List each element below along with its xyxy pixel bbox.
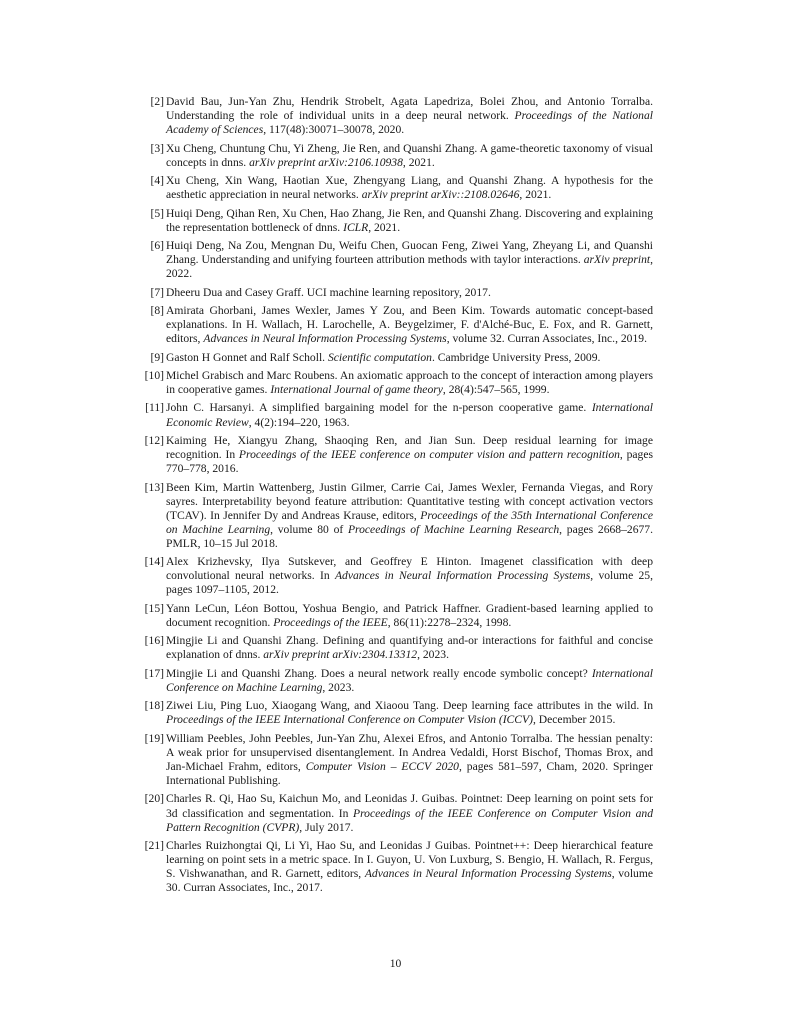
reference-segment: Amirata Ghorbani, James Wexler, James Y Zou, and Been Kim. Towards automatic concept-based explanations. In H. Wallach, H. Larochelle, A. Beygelzimer, F. d'Alché-Buc, E. Fox, and R. Garnett, editors, bbox=[166, 304, 653, 346]
reference-segment: Dheeru Dua and Casey Graff. UCI machine learning repository, 2017. bbox=[166, 285, 491, 299]
reference-text bbox=[166, 792, 653, 833]
reference-venue: Proceedings of the IEEE bbox=[273, 615, 388, 629]
page-number: 10 bbox=[389, 957, 402, 970]
reference-segment: Charles Ruizhongtai Qi, Li Yi, Hao Su, and Leonidas J Guibas. Pointnet++: Deep hierarchical feature learning on point sets in a metric space. In I. Guyon, U. Von Luxburg, S. Bengio, H. Wallach, R. Fergus, S. Vishwanathan, and R. Garnett, editors, bbox=[166, 839, 653, 881]
reference-entry bbox=[139, 602, 653, 630]
reference-text bbox=[166, 304, 653, 345]
reference-segment: , 2023. bbox=[417, 648, 449, 662]
reference-venue: arXiv preprint arXiv::2108.02646 bbox=[361, 188, 520, 202]
reference-venue: International Conference on Machine Learning bbox=[166, 666, 653, 694]
reference-segment: Gaston H Gonnet and Ralf Scholl. bbox=[166, 350, 328, 364]
reference-segment: Huiqi Deng, Qihan Ren, Xu Chen, Hao Zhang, Jie Ren, and Quanshi Zhang. Discovering and explaining the representation bottleneck of dnns. bbox=[166, 206, 653, 234]
reference-segment: , 2022. bbox=[166, 253, 653, 281]
reference-segment: Michel Grabisch and Marc Roubens. An axiomatic approach to the concept of interaction among players in cooperative games. bbox=[166, 368, 653, 397]
reference-entry bbox=[139, 239, 653, 281]
reference-entry bbox=[139, 401, 653, 429]
reference-venue: Proceedings of the IEEE Conference on Computer Vision and Pattern Recognition (CVPR) bbox=[166, 806, 653, 834]
reference-segment: Huiqi Deng, Na Zou, Mengnan Du, Weifu Chen, Guocan Feng, Ziwei Yang, Zheyang Li, and Quanshi Zhang. Understanding and unifying fourteen attribution methods with taylor interactions. bbox=[166, 239, 653, 267]
reference-venue: ICLR bbox=[343, 220, 369, 234]
reference-segment: Been Kim, Martin Wattenberg, Justin Gilmer, Carrie Cai, James Wexler, Fernanda Viegas, and Rory sayres. Interpretability beyond feature attribution: Quantitative testing with concept activation vectors (TCAV). In Jennifer Dy and Andreas Krause, editors, bbox=[166, 480, 653, 522]
reference-number: [6] bbox=[150, 239, 164, 253]
reference-segment: , 2021. bbox=[519, 188, 552, 202]
reference-venue: Proceedings of the IEEE International Conference on Computer Vision (ICCV) bbox=[166, 713, 533, 727]
reference-entry bbox=[139, 142, 653, 170]
reference-entry bbox=[139, 207, 653, 235]
reference-venue: Advances in Neural Information Processing Systems bbox=[334, 569, 591, 583]
reference-number: [5] bbox=[150, 206, 164, 220]
reference-segment: Mingjie Li and Quanshi Zhang. Defining and quantifying and-or interactions for faithful and concise explanation of dnns. bbox=[166, 634, 653, 662]
reference-text bbox=[166, 369, 653, 396]
reference-text bbox=[166, 142, 653, 169]
reference-venue: International Journal of game theory bbox=[270, 383, 443, 397]
reference-segment: , 4(2):194–220, 1963. bbox=[248, 415, 350, 429]
reference-segment: Yann LeCun, Léon Bottou, Yoshua Bengio, and Patrick Haffner. Gradient-based learning applied to document recognition. bbox=[166, 601, 653, 629]
reference-entry bbox=[139, 95, 653, 137]
reference-segment: , 2021. bbox=[368, 220, 401, 234]
reference-number: [19] bbox=[144, 731, 164, 745]
reference-entry bbox=[139, 555, 653, 597]
reference-text bbox=[166, 732, 653, 787]
reference-number: [21] bbox=[144, 839, 164, 853]
reference-text bbox=[166, 207, 653, 234]
reference-segment: , 28(4):547–565, 1999. bbox=[442, 383, 550, 397]
reference-segment: , 117(48):30071–30078, 2020. bbox=[263, 123, 405, 137]
reference-entry bbox=[139, 304, 653, 346]
reference-number: [4] bbox=[150, 174, 164, 188]
reference-segment: , 2023. bbox=[322, 680, 355, 694]
reference-number: [20] bbox=[144, 792, 164, 806]
reference-number: [18] bbox=[144, 699, 164, 713]
reference-text bbox=[166, 839, 653, 894]
reference-text bbox=[166, 239, 653, 280]
reference-venue: International Economic Review bbox=[166, 401, 653, 429]
reference-venue: Advances in Neural Information Processing Systems bbox=[203, 332, 447, 346]
reference-segment: , volume 25, pages 1097–1105, 2012. bbox=[166, 569, 654, 597]
reference-number: [13] bbox=[144, 480, 164, 494]
reference-number: [14] bbox=[144, 555, 164, 569]
reference-number: [2] bbox=[150, 95, 164, 108]
reference-entry bbox=[139, 699, 653, 727]
reference-segment: Ziwei Liu, Ping Luo, Xiaogang Wang, and Xiaoou Tang. Deep learning face attributes in the wild. In bbox=[166, 699, 653, 713]
reference-text bbox=[166, 174, 653, 201]
reference-entry bbox=[139, 286, 653, 300]
reference-text bbox=[166, 434, 653, 475]
reference-entry bbox=[139, 792, 653, 834]
reference-text bbox=[166, 351, 600, 364]
reference-entry bbox=[139, 634, 653, 662]
reference-segment: , volume 30. Curran Associates, Inc., 2017. bbox=[166, 867, 654, 895]
reference-venue: Proceedings of the 35th International Conference on Machine Learning bbox=[166, 508, 653, 536]
reference-list bbox=[139, 95, 653, 900]
reference-venue: Proceedings of the IEEE conference on computer vision and pattern recognition bbox=[238, 448, 620, 462]
reference-venue: arXiv preprint arXiv:2304.13312 bbox=[263, 648, 418, 662]
reference-segment: , July 2017. bbox=[299, 820, 354, 834]
reference-text bbox=[166, 481, 653, 550]
reference-number: [12] bbox=[144, 433, 164, 447]
reference-number: [9] bbox=[150, 350, 164, 364]
reference-text bbox=[166, 95, 653, 136]
reference-text bbox=[166, 555, 653, 596]
reference-entry bbox=[139, 351, 653, 365]
reference-entry bbox=[139, 732, 653, 788]
reference-segment: , 86(11):2278–2324, 1998. bbox=[387, 615, 512, 629]
reference-venue: arXiv preprint bbox=[583, 253, 651, 267]
reference-number: [8] bbox=[150, 304, 164, 317]
reference-segment: , pages 770–778, 2016. bbox=[166, 448, 653, 476]
reference-segment: Xu Cheng, Xin Wang, Haotian Xue, Zhengyang Liang, and Quanshi Zhang. A hypothesis for the aesthetic appreciation in neural networks. bbox=[166, 174, 653, 202]
reference-segment: , volume 80 of bbox=[270, 522, 348, 536]
reference-venue: Proceedings of the National Academy of Sciences bbox=[166, 109, 653, 137]
reference-venue: Advances in Neural Information Processing Systems bbox=[364, 867, 612, 881]
reference-segment: Mingjie Li and Quanshi Zhang. Does a neural network really encode symbolic concept? bbox=[166, 666, 592, 680]
reference-entry bbox=[139, 434, 653, 476]
reference-venue: Computer Vision – ECCV 2020 bbox=[305, 759, 459, 773]
reference-venue: Proceedings of Machine Learning Research bbox=[347, 522, 560, 536]
reference-number: [3] bbox=[150, 141, 164, 155]
reference-segment: Kaiming He, Xiangyu Zhang, Shaoqing Ren, and Jian Sun. Deep residual learning for image recognition. In bbox=[166, 433, 653, 462]
reference-segment: , pages 2668–2677. PMLR, 10–15 Jul 2018. bbox=[166, 522, 653, 550]
reference-segment: William Peebles, John Peebles, Jun-Yan Zhu, Alexei Efros, and Antonio Torralba. The hessian penalty: A weak prior for unsupervised disentanglement. In Andrea Vedaldi, Horst Bischof, Thomas Brox, and Jan-Michael Frahm, editors, bbox=[166, 731, 653, 773]
reference-text bbox=[166, 634, 653, 661]
reference-segment: Xu Cheng, Chuntung Chu, Yi Zheng, Jie Ren, and Quanshi Zhang. A game-theoretic taxonomy of visual concepts in dnns. bbox=[166, 141, 653, 169]
reference-text bbox=[166, 401, 653, 428]
reference-segment: , 2021. bbox=[402, 155, 435, 169]
reference-segment: John C. Harsanyi. A simplified bargaining model for the n-person cooperative game. bbox=[166, 401, 592, 415]
reference-entry bbox=[139, 667, 653, 695]
reference-segment: Alex Krizhevsky, Ilya Sutskever, and Geoffrey E Hinton. Imagenet classification with deep convolutional neural networks. In bbox=[166, 555, 653, 583]
reference-number: [17] bbox=[144, 666, 164, 680]
reference-entry bbox=[139, 481, 653, 551]
reference-segment: David Bau, Jun-Yan Zhu, Hendrik Strobelt, Agata Lapedriza, Bolei Zhou, and Antonio Torralba. Understanding the role of individual units in a deep neural network. bbox=[166, 95, 653, 123]
reference-segment: Charles R. Qi, Hao Su, Kaichun Mo, and Leonidas J. Guibas. Pointnet: Deep learning on point sets for 3d classification and segmentation. In bbox=[166, 792, 653, 820]
reference-number: [11] bbox=[145, 401, 164, 415]
reference-text bbox=[166, 602, 653, 629]
reference-text bbox=[166, 667, 653, 694]
reference-entry bbox=[139, 174, 653, 202]
reference-entry bbox=[139, 839, 653, 895]
reference-segment: . Cambridge University Press, 2009. bbox=[431, 350, 601, 364]
reference-text bbox=[166, 699, 653, 726]
reference-segment: , pages 581–597, Cham, 2020. Springer International Publishing. bbox=[166, 759, 653, 788]
reference-segment: , December 2015. bbox=[532, 713, 616, 727]
reference-entry bbox=[139, 369, 653, 397]
reference-number: [16] bbox=[144, 634, 164, 648]
reference-text bbox=[166, 286, 491, 299]
reference-segment: , volume 32. Curran Associates, Inc., 2019. bbox=[446, 332, 647, 346]
reference-number: [10] bbox=[144, 368, 164, 382]
reference-number: [15] bbox=[144, 601, 164, 615]
reference-number: [7] bbox=[150, 285, 164, 299]
reference-venue: arXiv preprint arXiv:2106.10938 bbox=[249, 155, 403, 169]
reference-venue: Scientific computation bbox=[327, 350, 432, 364]
